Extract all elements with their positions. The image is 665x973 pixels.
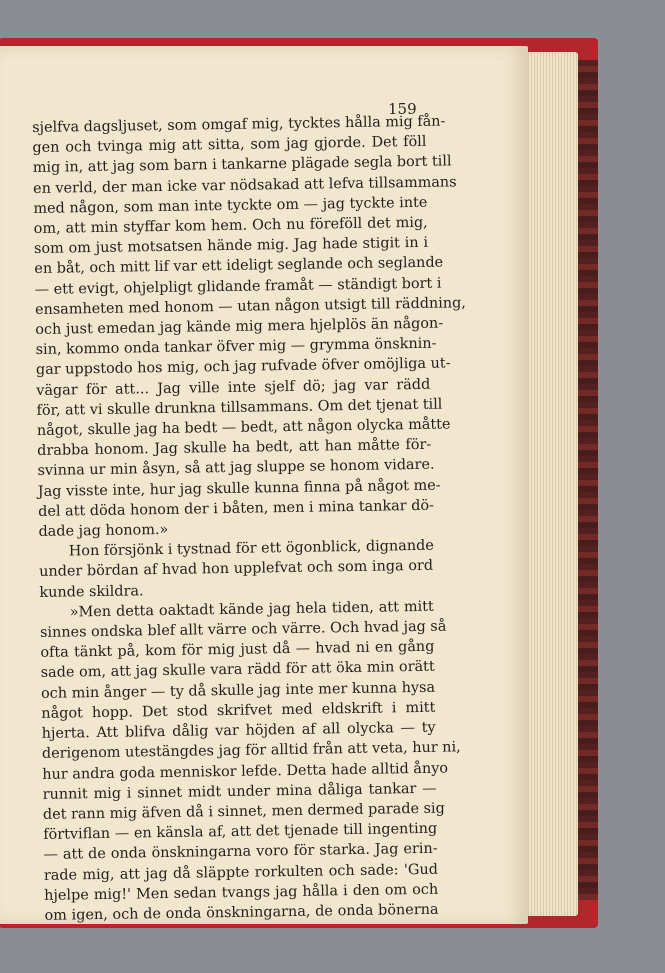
- text-line: gar uppstodo hos mig, och jag rufvade öfver omöjliga ut-: [35, 355, 451, 379]
- text-line: vägar för att... Jag ville inte sjelf dö; jag var rädd: [36, 376, 431, 399]
- text-line: gen och tvinga mig att sitta, som jag gjorde. Det föll: [32, 134, 427, 157]
- text-line: som om just motsatsen hände mig. Jag hade stigit in i: [33, 235, 429, 258]
- text-line: hjerta. Att blifva dålig var höjden af all olycka — ty: [41, 719, 436, 743]
- text-line: runnit mig i sinnet midt under mina dåliga tankar —: [42, 780, 437, 803]
- page-number: 159: [388, 100, 417, 118]
- text-line: ensamheten med honom — utan någon utsigt till räddning,: [34, 295, 467, 318]
- text-line: något hopp. Det stod skrifvet med eldskrift i mitt: [41, 699, 436, 722]
- text-line: för, att vi skulle drunkna tillsammans. Om det tjenat till: [36, 396, 443, 419]
- text-line: kunde skildra.: [39, 582, 144, 601]
- text-line: hur andra goda menniskor lefde. Detta hade alltid ånyo: [42, 760, 449, 783]
- text-line: sinnes ondska blef allt värre och värre. Och hvad jag så: [39, 618, 447, 642]
- text-line: sin, kommo onda tankar öfver mig — grymma önsknin-: [35, 335, 437, 359]
- text-line: del att döda honom der i båten, men i mina tankar dö-: [38, 497, 435, 520]
- text-line: Hon försjönk i tystnad för ett ögonblick, dignande: [68, 538, 434, 560]
- text-line: en båt, och mitt lif var ett ideligt seglande och seglande: [34, 254, 444, 278]
- text-line: och just emedan jag kände mig mera hjelplös än någon-: [35, 315, 444, 339]
- text-line: under bördan af hvad hon upplefvat och som inga ord: [39, 558, 434, 581]
- text-line: om, att min styffar kom hem. Och nu föreföll det mig,: [33, 214, 428, 238]
- text-line: svinna ur min åsyn, så att jag sluppe se honom vidare.: [37, 457, 435, 480]
- text-line: sade om, att jag skulle vara rädd för att öka min orätt: [40, 659, 435, 682]
- book-cover-marbled-edge: [578, 60, 598, 900]
- text-line: drabba honom. Jag skulle ha bedt, att han måtte för-: [37, 437, 432, 460]
- text-line: något, skulle jag ha bedt — bedt, att någon olycka måtte: [36, 416, 451, 440]
- text-line: förtviflan — en känsla af, att det tjenade till ingenting: [43, 820, 438, 844]
- text-line: en verld, der man icke var nödsakad att lefva tillsammans: [32, 173, 457, 197]
- text-line: — att de onda önskningarna voro för starka. Jag erin-: [43, 841, 438, 864]
- text-line: derigenom utestängdes jag för alltid från att veta, hur ni,: [41, 739, 461, 763]
- text-line: dade jag honom.»: [38, 521, 169, 541]
- text-line: rade mig, att jag då släppte rorkulten och sade: 'Gud: [43, 861, 438, 884]
- text-line: »Men detta oaktadt kände jag hela tiden, att mitt: [69, 598, 434, 621]
- text-line: med någon, som man inte tyckte om — jag tyckte inte: [33, 194, 428, 217]
- page-text: [32, 112, 467, 926]
- text-line: mig in, att jag som barn i tankarne plägade segla bort till: [32, 153, 452, 177]
- text-line: ofta tänkt på, kom för mig just då — hvad ni en gång: [40, 639, 435, 662]
- text-line: Jag visste inte, hur jag skulle kunna finna på något me-: [37, 477, 441, 500]
- text-line: det rann mig äfven då i sinnet, men dermed parade sig: [42, 800, 445, 823]
- text-line: — ett evigt, ohjelpligt glidande framåt — ständigt bort i: [34, 275, 442, 298]
- text-line: och min ånger — ty då skulle jag inte mer kunna hysa: [40, 679, 436, 702]
- text-line: om igen, och de onda önskningarna, de onda bönerna: [44, 901, 439, 924]
- text-line: hjelpe mig!' Men sedan tvangs jag hålla i den om och: [44, 881, 439, 904]
- text-line: sjelfva dagsljuset, som omgaf mig, tycktes hålla mig fån-: [32, 113, 446, 136]
- page-stack-edge: [520, 52, 578, 916]
